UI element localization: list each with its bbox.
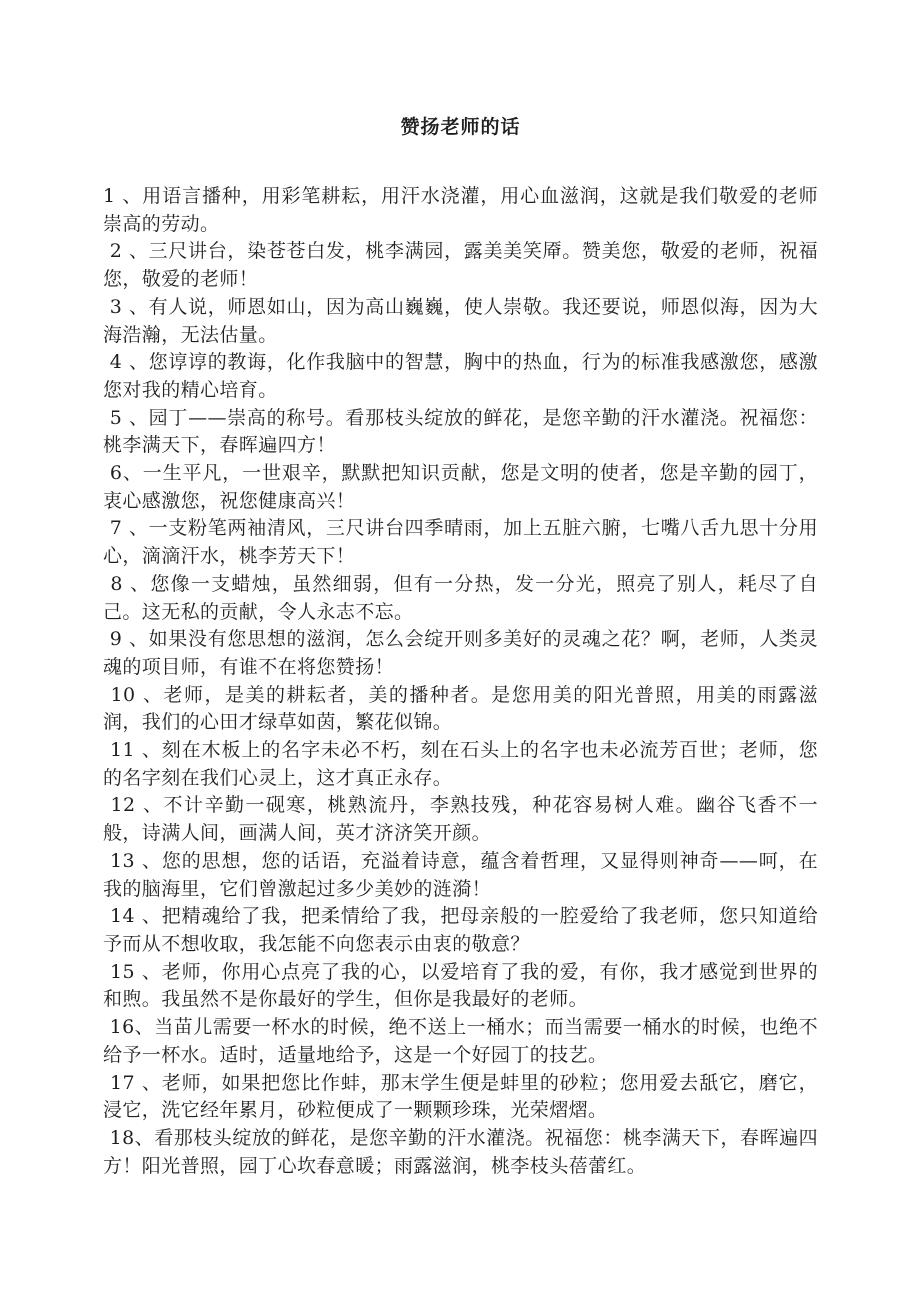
paragraph: 17 、老师，如果把您比作蚌，那末学生便是蚌里的砂粒；您用爱去舐它，磨它，浸它，洗它经年累月，砂粒便成了一颗颗珍珠，光荣熠熠。 — [103, 1071, 818, 1122]
paragraph: 4 、您谆谆的教诲，化作我脑中的智慧，胸中的热血，行为的标准我感激您，感激您对我的精心培育。 — [103, 351, 818, 401]
paragraph: 14 、把精魂给了我，把柔情给了我，把母亲般的一腔爱给了我老师，您只知道给予而从不想收取，我怎能不向您表示由衷的敬意？ — [103, 905, 818, 955]
paragraph: 12 、不计辛勤一砚寒，桃熟流丹，李熟技残，种花容易树人难。幽谷飞香不一般，诗满人间，画满人间，英才济济笑开颜。 — [103, 794, 818, 845]
paragraph: 8 、您像一支蜡烛，虽然细弱，但有一分热，发一分光，照亮了别人，耗尽了自己。这无私的贡献，令人永志不忘。 — [103, 572, 819, 623]
paragraph: 9 、如果没有您思想的滋润，怎么会绽开则多美好的灵魂之花？啊，老师，人类灵魂的项目师，有谁不在将您赞扬！ — [103, 628, 818, 678]
paragraph: 13 、您的思想，您的话语，充溢着诗意，蕴含着哲理，又显得则神奇——呵，在我的脑海里，它们曾激起过多少美妙的涟漪！ — [103, 849, 818, 900]
paragraph: 7 、一支粉笔两袖清风，三尺讲台四季晴雨，加上五脏六腑，七嘴八舌九思十分用心，滴滴汗水，桃李芳天下！ — [103, 517, 818, 568]
paragraph: 15 、老师，你用心点亮了我的心，以爱培育了我的爱，有你，我才感觉到世界的和煦。我虽然不是你最好的学生，但你是我最好的老师。 — [103, 960, 818, 1011]
document-body — [103, 183, 818, 1180]
paragraph: 11 、刻在木板上的名字未必不朽，刻在石头上的名字也未必流芳百世；老师，您的名字刻在我们心灵上，这才真正永存。 — [103, 739, 818, 789]
paragraph: 1 、用语言播种，用彩笔耕耘，用汗水浇灌，用心血滋润，这就是我们敬爱的老师崇高的劳动。 — [103, 185, 818, 235]
paragraph: 5 、园丁——崇高的称号。看那枝头绽放的鲜花，是您辛勤的汗水灌浇。祝福您：桃李满天下，春晖遍四方！ — [103, 406, 818, 457]
paragraph: 2 、三尺讲台，染苍苍白发，桃李满园，露美美笑厣。赞美您，敬爱的老师，祝福您，敬爱的老师！ — [103, 240, 818, 291]
paragraph: 3 、有人说，师恩如山，因为高山巍巍，使人崇敬。我还要说，师恩似海，因为大海浩瀚，无法估量。 — [103, 295, 818, 346]
page-title: 赞扬老师的话 — [400, 116, 521, 138]
paragraph: 10 、老师，是美的耕耘者，美的播种者。是您用美的阳光普照，用美的雨露滋润，我们的心田才绿草如茵，繁花似锦。 — [103, 683, 818, 734]
paragraph: 18、看那枝头绽放的鲜花，是您辛勤的汗水灌浇。祝福您：桃李满天下，春晖遍四方！阳光普照，园丁心坎春意暖；雨露滋润，桃李枝头蓓蕾红。 — [103, 1126, 818, 1177]
paragraph: 6、一生平凡，一世艰辛，默默把知识贡献，您是文明的使者，您是辛勤的园丁，衷心感激您，祝您健康高兴！ — [103, 462, 818, 512]
paragraph: 16、当苗儿需要一杯水的时候，绝不送上一桶水；而当需要一桶水的时候，也绝不给予一杯水。适时，适量地给予，这是一个好园丁的技艺。 — [103, 1016, 818, 1066]
